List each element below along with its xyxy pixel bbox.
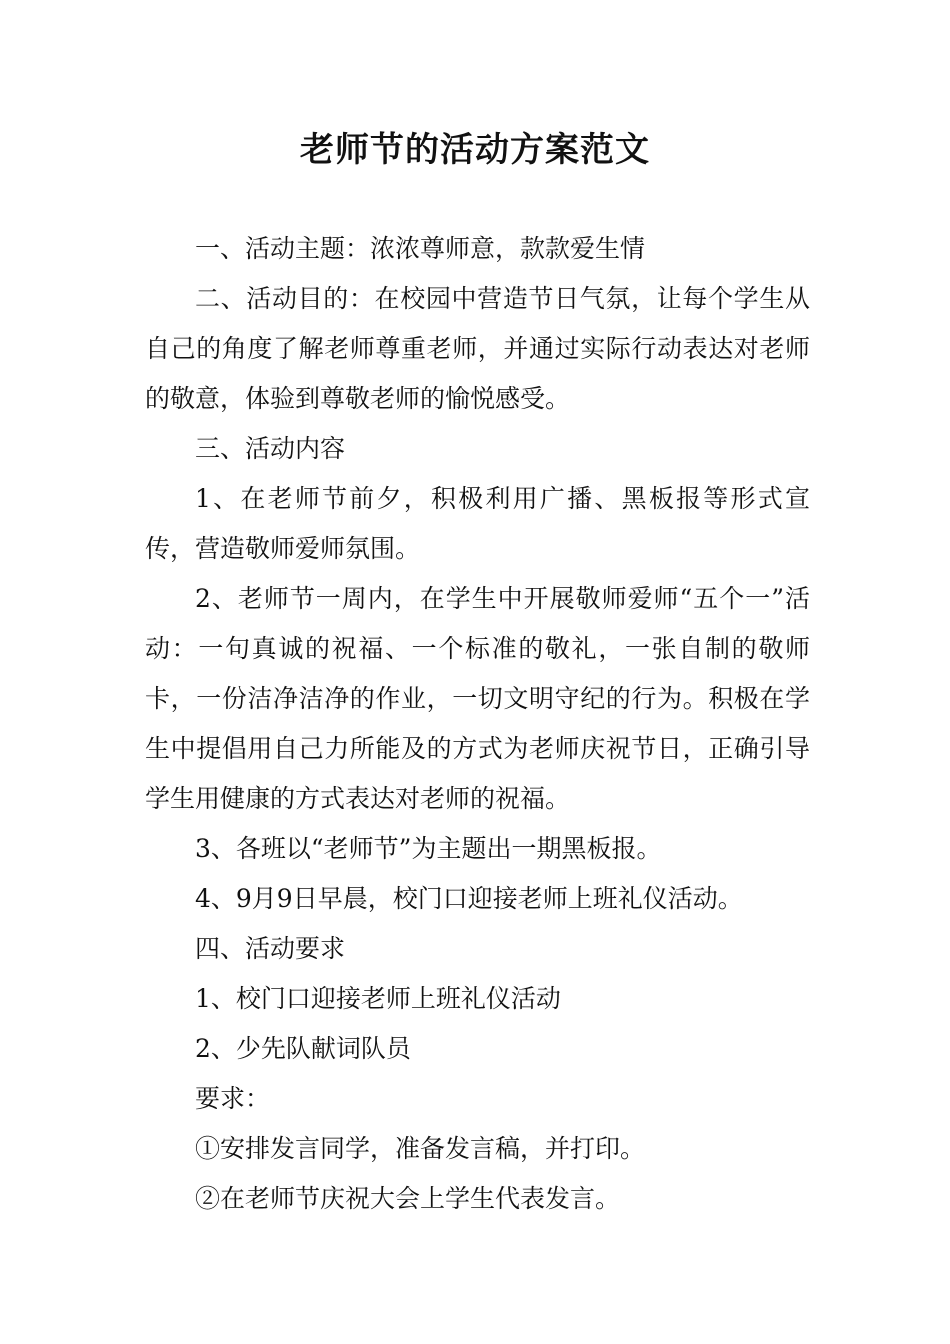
paragraph-requirement-2: 2、少先队献词队员 bbox=[195, 1034, 411, 1063]
paragraph-requirement-item-2: ②在老师节庆祝大会上学生代表发言。 bbox=[195, 1184, 621, 1213]
heading-content: 三、活动内容 bbox=[195, 434, 346, 463]
paragraph-content-2: 2、老师节一周内，在学生中开展敬师爱师“五个一”活动：一句真诚的祝福、一个标准的敬礼，一张自制的敬师卡，一份洁净洁净的作业，一切文明守纪的行为。积极在学生中提倡用自己力所能及的方式为老师庆祝节日，正确引导学生用健康的方式表达对老师的祝福。 bbox=[145, 584, 810, 813]
paragraph-content-3: 3、各班以“老师节”为主题出一期黑板报。 bbox=[195, 834, 662, 863]
paragraph-content-1: 1、在老师节前夕，积极利用广播、黑板报等形式宣传，营造敬师爱师氛围。 bbox=[145, 484, 810, 563]
paragraph-requirement-label: 要求： bbox=[195, 1084, 271, 1113]
paragraph-purpose: 二、活动目的：在校园中营造节日气氛，让每个学生从自己的角度了解老师尊重老师，并通过实际行动表达对老师的敬意，体验到尊敬老师的愉悦感受。 bbox=[145, 284, 810, 413]
document-title: 老师节的活动方案范文 bbox=[300, 130, 650, 170]
paragraph-requirement-item-1: ①安排发言同学，准备发言稿，并打印。 bbox=[195, 1134, 646, 1163]
paragraph-content-4: 4、9月9日早晨，校门口迎接老师上班礼仪活动。 bbox=[195, 884, 743, 913]
paragraph-requirement-1: 1、校门口迎接老师上班礼仪活动 bbox=[195, 984, 561, 1013]
paragraph-theme: 一、活动主题：浓浓尊师意，款款爱生情 bbox=[195, 234, 646, 263]
heading-requirements: 四、活动要求 bbox=[195, 934, 346, 963]
document-body bbox=[145, 224, 810, 1224]
